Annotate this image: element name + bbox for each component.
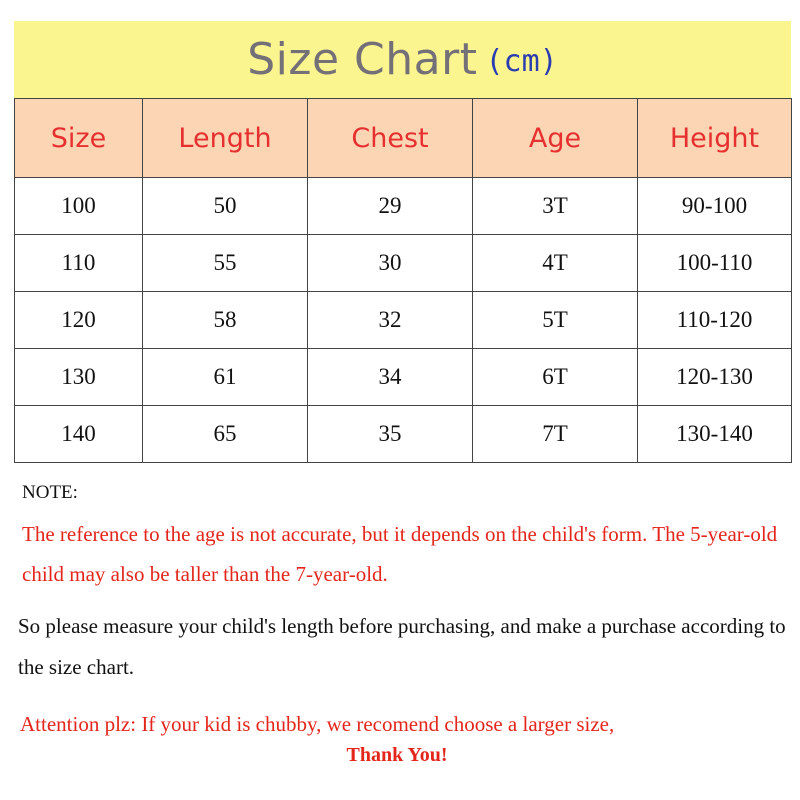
cell-age: 5T [473,292,638,349]
cell-height: 90-100 [638,178,792,235]
cell-length: 58 [143,292,308,349]
note-block [18,482,792,767]
note-attention: Attention plz: If your kid is chubby, we recomend choose a larger size, [20,712,615,736]
table-row [15,406,792,463]
cell-length: 55 [143,235,308,292]
cell-chest: 29 [308,178,473,235]
cell-size: 110 [15,235,143,292]
header-chest: Chest [308,99,473,178]
cell-chest: 34 [308,349,473,406]
cell-length: 50 [143,178,308,235]
note-measure-advice: So please measure your child's length before purchasing, and make a purchase according to the size chart. [18,614,786,679]
header-size: Size [15,99,143,178]
cell-age: 3T [473,178,638,235]
cell-length: 65 [143,406,308,463]
table-header-row [15,99,792,178]
note-age-disclaimer: The reference to the age is not accurate, but it depends on the child's form. The 5-year-old child may also be taller than the 7-year-old. [22,522,778,586]
header-age: Age [473,99,638,178]
cell-height: 110-120 [638,292,792,349]
cell-height: 120-130 [638,349,792,406]
table-row [15,235,792,292]
cell-length: 61 [143,349,308,406]
cell-height: 130-140 [638,406,792,463]
cell-size: 120 [15,292,143,349]
cell-age: 6T [473,349,638,406]
page-title: Size Chart [247,34,478,85]
header-length: Length [143,99,308,178]
table-row [15,292,792,349]
note-thanks: Thank You! [346,744,448,766]
cell-age: 4T [473,235,638,292]
title-banner [14,21,791,98]
size-table [14,98,792,463]
cell-chest: 35 [308,406,473,463]
title-unit: (cm) [485,44,558,79]
cell-size: 140 [15,406,143,463]
cell-size: 100 [15,178,143,235]
header-height: Height [638,99,792,178]
cell-chest: 32 [308,292,473,349]
cell-age: 7T [473,406,638,463]
table-row [15,349,792,406]
cell-chest: 30 [308,235,473,292]
cell-height: 100-110 [638,235,792,292]
note-heading: NOTE: [22,482,78,503]
table-row [15,178,792,235]
cell-size: 130 [15,349,143,406]
